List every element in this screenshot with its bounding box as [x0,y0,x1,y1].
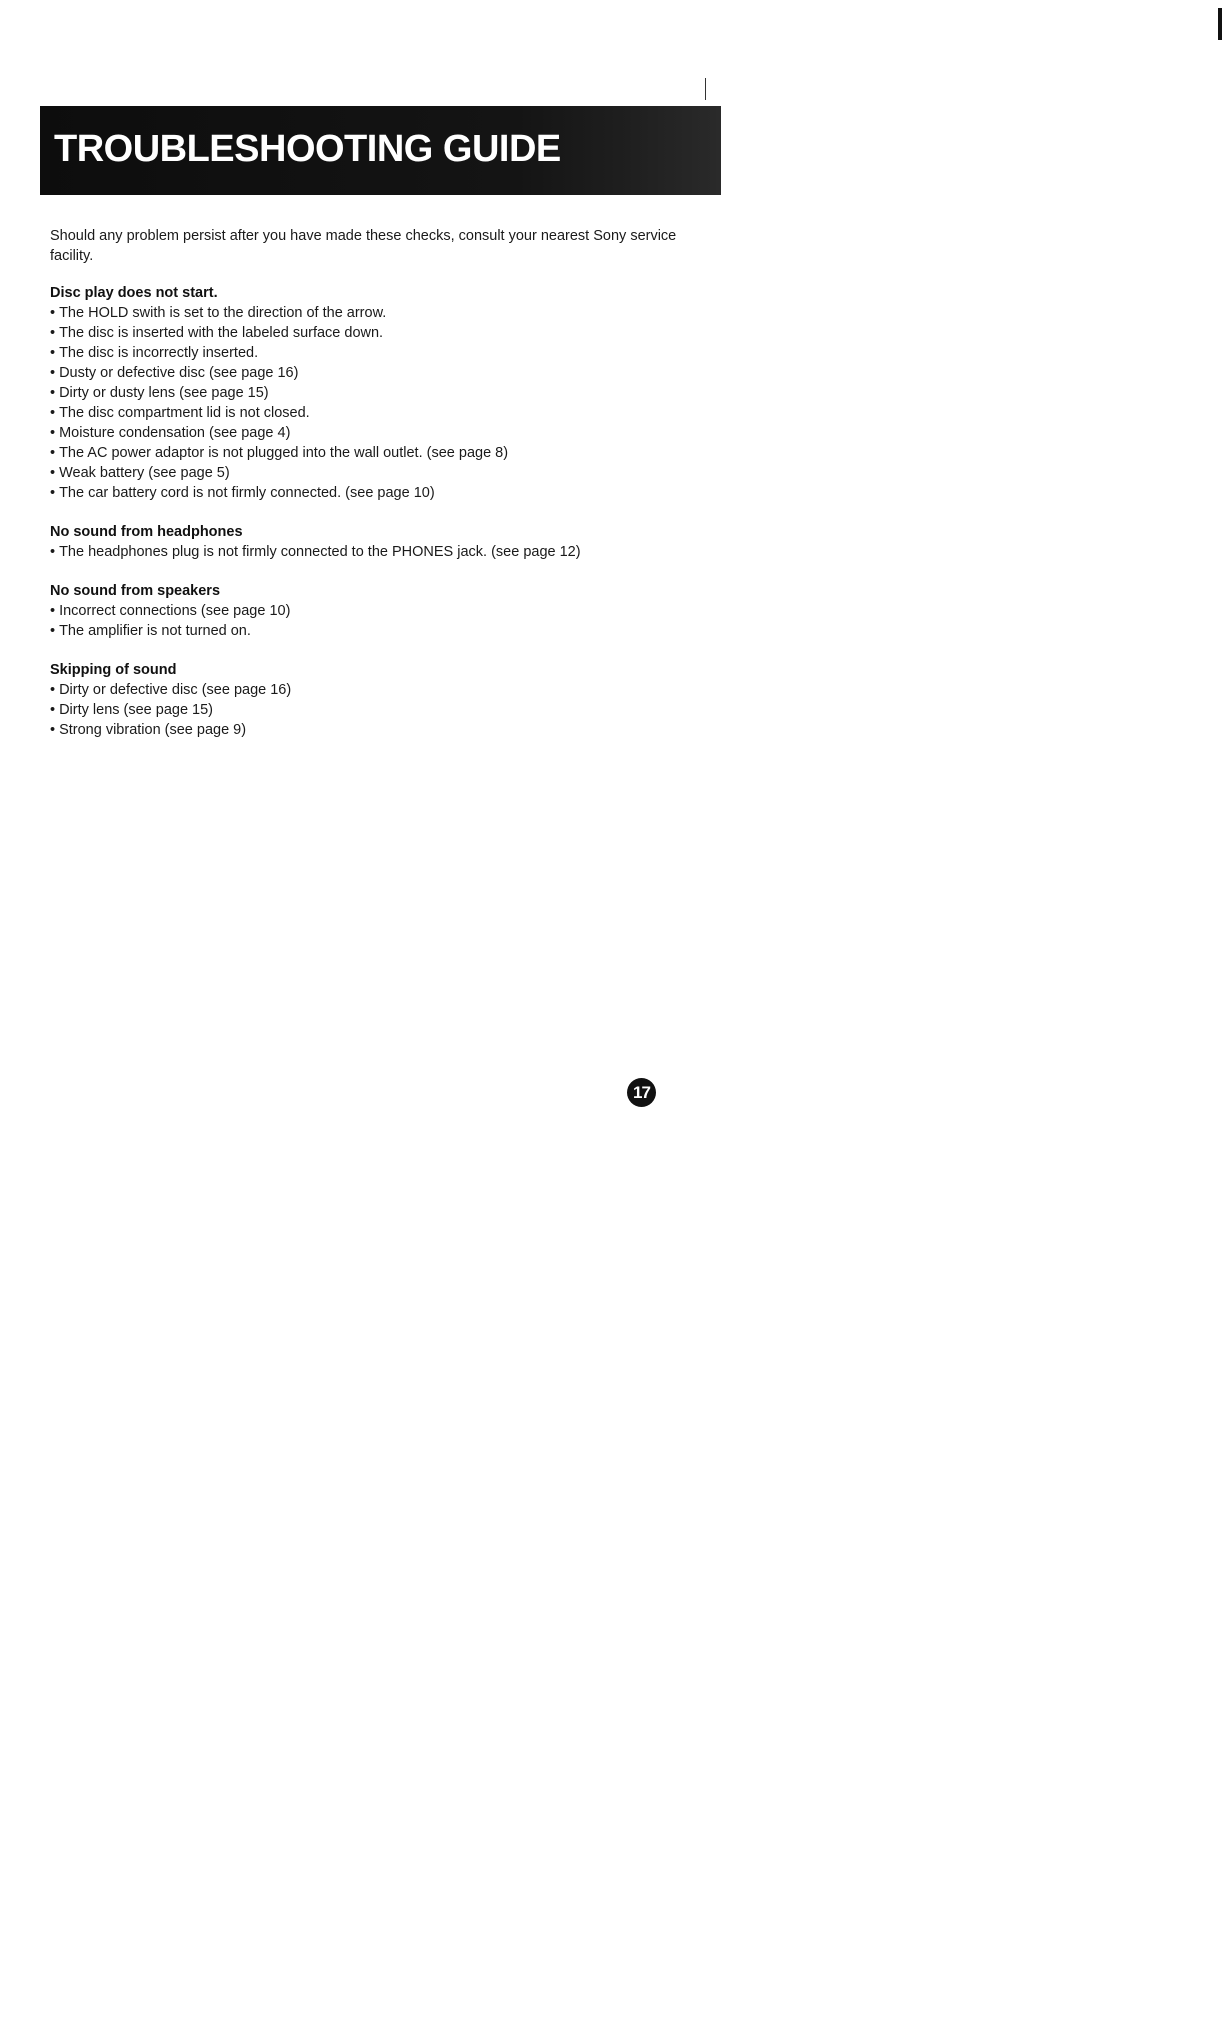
section-heading: Skipping of sound [50,662,177,678]
list-item: • Weak battery (see page 5) [50,463,690,483]
corner-crop-mark [1218,8,1222,40]
list-item: • Dirty or defective disc (see page 16) [50,680,690,700]
troubleshooting-content [50,226,690,759]
list-item: • The headphones plug is not firmly connected to the PHONES jack. (see page 12) [50,542,690,562]
margin-tick-mark [705,78,706,100]
page-title: TROUBLESHOOTING GUIDE [54,128,561,170]
bullet-list [50,601,690,641]
list-item: • The HOLD swith is set to the direction of the arrow. [50,303,690,323]
section-no-sound-headphones [50,522,690,562]
bullet-list [50,680,690,740]
section-skipping-of-sound [50,660,690,740]
intro-paragraph: Should any problem persist after you have made these checks, consult your nearest Sony service facility. [50,228,677,264]
list-item: • Moisture condensation (see page 4) [50,423,690,443]
list-item: • Dusty or defective disc (see page 16) [50,363,690,383]
list-item: • The AC power adaptor is not plugged into the wall outlet. (see page 8) [50,443,690,463]
bullet-list [50,542,690,562]
list-item: • The amplifier is not turned on. [50,621,690,641]
section-no-sound-speakers [50,581,690,641]
list-item: • Dirty lens (see page 15) [50,700,690,720]
page-number-badge: 17 [627,1078,656,1107]
list-item: • The disc is incorrectly inserted. [50,343,690,363]
bullet-list [50,303,690,503]
section-heading: Disc play does not start. [50,285,218,301]
list-item: • Incorrect connections (see page 10) [50,601,690,621]
section-heading: No sound from headphones [50,524,243,540]
list-item: • The car battery cord is not firmly connected. (see page 10) [50,483,690,503]
section-disc-play [50,283,690,503]
title-banner [40,106,721,195]
list-item: • The disc is inserted with the labeled surface down. [50,323,690,343]
list-item: • The disc compartment lid is not closed. [50,403,690,423]
list-item: • Strong vibration (see page 9) [50,720,690,740]
list-item: • Dirty or dusty lens (see page 15) [50,383,690,403]
section-heading: No sound from speakers [50,583,221,599]
